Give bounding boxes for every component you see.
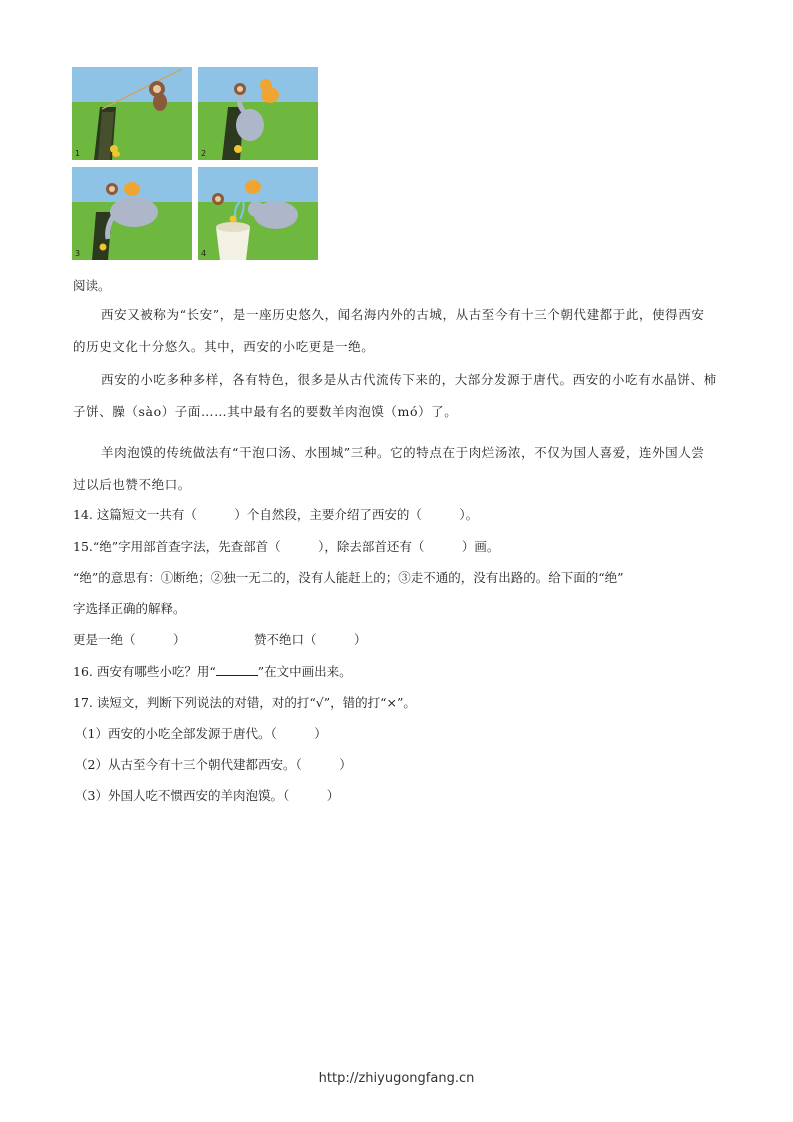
comic-panel-2-illustration	[198, 67, 318, 160]
question-15-meaning-line-1: “绝”的意思有：①断绝；②独一无二的，没有人能赶上的；③走不通的，没有出路的。给下面的“绝”	[73, 570, 624, 585]
panel-number: 1	[75, 149, 81, 158]
question-15-meaning-line-2: 字选择正确的解释。	[73, 601, 186, 616]
comic-panel-3	[72, 167, 192, 260]
comic-panel-3-illustration	[72, 167, 192, 260]
passage-paragraph-2	[73, 364, 717, 428]
passage-paragraph-1-text: 西安又被称为“长安”，是一座历史悠久，闻名海内外的古城，从古至今有十三个朝代建都于此，使得西安的历史文化十分悠久。其中，西安的小吃更是一绝。	[73, 307, 705, 354]
question-17: 17. 读短文，判断下列说法的对错，对的打“√”，错的打“×”。	[73, 695, 416, 710]
comic-panel-4	[198, 167, 318, 260]
underline-mark	[216, 665, 258, 676]
comic-panel-2	[198, 67, 318, 160]
question-14: 14. 这篇短文一共有（ ）个自然段，主要介绍了西安的（ ）。	[73, 507, 479, 522]
question-16-suffix: ”在文中画出来。	[257, 664, 352, 679]
question-15-item-1: 更是一绝（ ）	[73, 632, 186, 647]
comic-panel-1-illustration	[72, 67, 192, 160]
question-17-item-1: （1）西安的小吃全部发源于唐代。（ ）	[75, 726, 327, 741]
passage-paragraph-2-text: 西安的小吃多种多样，各有特色，很多是从古代流传下来的，大部分发源于唐代。西安的小吃有水晶饼、柿子饼、臊（sào）子面……其中最有名的要数羊肉泡馍（mó）了。	[73, 372, 717, 419]
question-15: 15.“绝”字用部首查字法，先查部首（ ），除去部首还有（ ）画。	[73, 539, 500, 554]
question-15-item-2: 赞不绝口（ ）	[254, 632, 367, 647]
passage-paragraph-1	[73, 299, 717, 363]
comic-panel-4-illustration	[198, 167, 318, 260]
panel-number: 3	[75, 249, 81, 258]
question-17-item-3: （3）外国人吃不惯西安的羊肉泡馍。（ ）	[75, 788, 340, 803]
passage-paragraph-3-text: 羊肉泡馍的传统做法有“干泡口汤、水围城”三种。它的特点在于肉烂汤浓，不仅为国人喜爱，连外国人尝过以后也赞不绝口。	[73, 445, 705, 492]
panel-number: 2	[201, 149, 207, 158]
passage-paragraph-3	[73, 437, 717, 501]
comic-panel-1	[72, 67, 192, 160]
panel-number: 4	[201, 249, 207, 258]
footer-url: http://zhiyugongfang.cn	[318, 1071, 475, 1086]
question-16	[73, 662, 352, 680]
reading-label: 阅读。	[73, 278, 111, 293]
question-17-item-2: （2）从古至今有十三个朝代建都西安。（ ）	[75, 757, 352, 772]
question-16-prefix: 16. 西安有哪些小吃？用“	[73, 664, 216, 679]
